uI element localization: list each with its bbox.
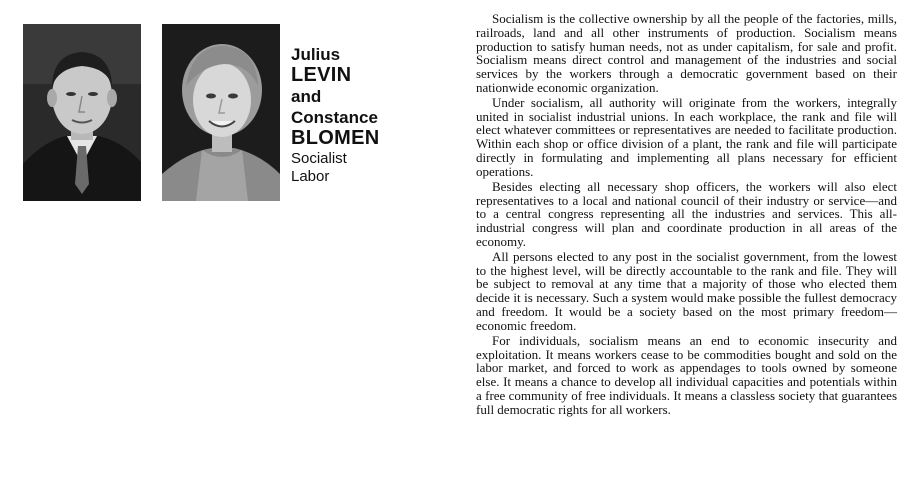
candidate-photo-julius-levin xyxy=(23,24,141,201)
portrait-woman-image xyxy=(162,24,280,201)
candidate-first-name-2: Constance xyxy=(291,108,378,127)
paragraph: Besides electing all necessary shop officers, the workers will also elect representatives to a local and national council of their industry or service—and to a central congress representing all the industries and services. This all-industrial congress will plan and coordinate production in all areas of the economy. xyxy=(476,178,897,249)
paragraph: Socialism is the collective ownership by all the people of the factories, mills, railroads, land and all other instruments of production. Socialism means production to satisfy human needs, not as under capitalism, for sale and profit. Socialism means direct control and management of the industries and social services by the workers through a democratic government based on their nationwide economic organization. xyxy=(476,11,897,95)
candidate-photo-constance-blomen xyxy=(162,24,280,201)
candidate-last-name-1: LEVIN xyxy=(291,64,352,86)
party-name-line-2: Labor xyxy=(291,168,330,185)
portrait-man-image xyxy=(23,24,141,201)
paragraph: All persons elected to any post in the socialist government, from the lowest to the highest level, will be directly accountable to the rank and file. They will be subject to removal at any time that a majority of those who elected them decide it is necessary. Such a system would make possible the fullest democracy and freedom. It would be a society based on the most primary freedom—economic freedom. xyxy=(476,248,897,333)
paragraph: Under socialism, all authority will originate from the workers, integrally united in socialist industrial unions. In each workplace, the rank and file will elect whatever committees or representatives are needed to facilitate production. Within each shop or office division of a plant, the rank and file will participate directly in formulating and implementing all plans necessary for efficient operations. xyxy=(476,94,897,179)
platform-statement xyxy=(476,12,897,418)
candidate-last-name-2: BLOMEN xyxy=(291,127,380,149)
candidate-first-name-1: Julius xyxy=(291,45,341,64)
paragraph: For individuals, socialism means an end to economic insecurity and exploitation. It means workers cease to be commodities bought and sold on the labor market, and forced to work as appendages to tools owned by someone else. It means a chance to develop all individual capacities and potentials within a free community of free individuals. It means a classless society that guarantees full democratic rights for all workers. xyxy=(476,332,897,417)
candidate-names-block xyxy=(291,44,441,185)
candidate-conjunction: and xyxy=(291,87,322,106)
party-name-line-1: Socialist xyxy=(291,150,347,167)
